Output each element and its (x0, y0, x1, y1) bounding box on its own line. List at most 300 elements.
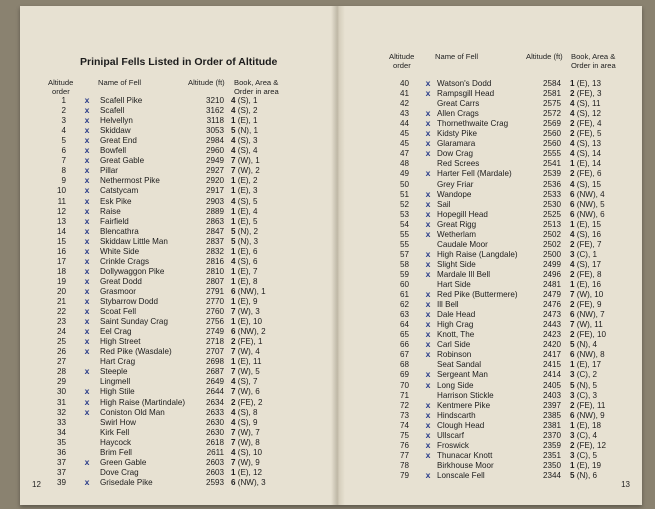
altitude-order: 68 (399, 360, 409, 370)
book-number: 2 (231, 397, 236, 407)
book-number: 6 (570, 350, 575, 360)
fell-row (20, 377, 331, 387)
area-order: (NW), 4 (576, 189, 605, 199)
fell-row (345, 451, 642, 461)
altitude-ft: 2500 (542, 249, 561, 259)
fell-name: Wetherlam (437, 229, 476, 239)
fell-row (20, 458, 331, 468)
tick-mark-icon: x (84, 155, 90, 166)
tick-mark-icon: x (84, 456, 90, 467)
altitude-order: 41 (399, 89, 409, 99)
book-area-order (231, 478, 266, 488)
altitude-order: 72 (399, 400, 409, 410)
header-text: Order in area (571, 61, 616, 70)
fell-row (345, 401, 642, 411)
tick-mark-icon: x (84, 235, 90, 246)
altitude-order: 64 (399, 320, 409, 330)
area-order: (E), 16 (576, 280, 602, 289)
book-number: 4 (570, 139, 575, 149)
fell-name: Crinkle Crags (100, 256, 150, 266)
book-number: 4 (231, 256, 236, 266)
book-number: 6 (231, 286, 236, 296)
book-number: 4 (231, 106, 236, 116)
area-order: (FE), 6 (576, 169, 602, 179)
fell-row (345, 220, 642, 230)
fell-row (345, 109, 642, 119)
altitude-order: 5 (61, 136, 66, 146)
area-order: (S), 3 (237, 136, 258, 146)
book-number: 4 (570, 259, 575, 269)
book-area-order (231, 337, 263, 347)
fell-row (345, 471, 642, 481)
book-area-order (570, 280, 601, 290)
altitude-order: 66 (399, 340, 409, 350)
area-order: (E), 19 (576, 460, 602, 470)
fell-row (345, 330, 642, 340)
altitude-ft: 2397 (542, 400, 561, 410)
fell-row (20, 327, 331, 337)
fell-row (345, 391, 642, 401)
fell-name: Bowfell (100, 146, 127, 156)
altitude-order: 58 (399, 259, 409, 269)
book-area-order (570, 149, 601, 159)
altitude-order: 54 (399, 219, 409, 229)
book-number: 6 (570, 410, 575, 420)
fell-name: Thornethwaite Crag (437, 119, 509, 129)
altitude-ft: 2837 (205, 236, 224, 246)
book-number: 2 (570, 330, 575, 340)
area-order: (S), 13 (576, 139, 602, 149)
fell-name: Kidsty Pike (437, 129, 478, 139)
altitude-ft: 3118 (206, 116, 224, 126)
altitude-ft: 2584 (542, 79, 561, 88)
book-area-order (570, 200, 605, 210)
fell-name: Caudale Moor (437, 239, 488, 249)
altitude-order: 29 (56, 377, 66, 387)
header-altitude-ft: Altitude (ft) (526, 52, 563, 61)
area-order: (E), 3 (237, 186, 258, 196)
area-order: (C), 4 (576, 430, 597, 440)
altitude-ft: 2581 (542, 89, 561, 99)
book-number: 6 (231, 327, 236, 337)
book-number: 6 (231, 477, 236, 487)
book-number: 1 (570, 219, 575, 229)
fell-row (345, 350, 642, 360)
area-order: (E), 13 (576, 79, 602, 88)
book-number: 1 (570, 420, 575, 430)
header-text: Altitude (389, 52, 415, 61)
area-order: (S), 12 (576, 109, 602, 119)
area-order: (NW), 1 (237, 286, 266, 296)
tick-mark-icon: x (425, 319, 431, 330)
altitude-ft: 2649 (205, 377, 224, 387)
altitude-ft: 2889 (205, 206, 224, 216)
fell-name: Wandope (437, 189, 472, 199)
area-order: (W), 6 (237, 387, 260, 397)
altitude-ft: 2513 (542, 219, 561, 229)
fell-row (345, 280, 642, 290)
book-area-order (231, 96, 258, 106)
altitude-order: 59 (399, 269, 409, 279)
book-number: 2 (570, 89, 575, 99)
fell-name: Raise (100, 206, 121, 216)
book-number: 7 (231, 437, 236, 447)
altitude-order: 49 (399, 169, 409, 179)
altitude-order: 1 (61, 96, 66, 105)
book-area-order (570, 270, 602, 280)
fell-name: Allen Crags (437, 109, 479, 119)
altitude-order: 12 (56, 206, 66, 216)
book-area-order (231, 207, 258, 217)
altitude-ft: 2403 (542, 390, 561, 400)
altitude-order: 20 (56, 286, 66, 296)
book-area-order (231, 116, 258, 126)
altitude-order: 44 (399, 119, 409, 129)
tick-mark-icon: x (425, 128, 431, 139)
book-number: 1 (570, 460, 575, 470)
header-text: order (52, 87, 70, 96)
fell-row (20, 247, 331, 257)
book-area-order (231, 176, 258, 186)
fell-row (20, 126, 331, 136)
fell-name: High Street (100, 337, 141, 347)
area-order: (W), 8 (237, 437, 260, 447)
area-order: (FE), 9 (576, 300, 602, 310)
tick-mark-icon: x (84, 205, 90, 216)
book-area-order (231, 438, 260, 448)
altitude-ft: 2420 (542, 340, 561, 350)
book-number: 4 (570, 99, 575, 109)
fell-row (20, 287, 331, 297)
fell-row (20, 197, 331, 207)
tick-mark-icon: x (84, 245, 90, 256)
altitude-ft: 2525 (542, 209, 561, 219)
area-order: (N), 4 (576, 340, 597, 350)
book-area-order (570, 79, 601, 89)
book-number: 7 (231, 457, 236, 467)
fell-row (345, 360, 642, 370)
book-area-order (231, 237, 258, 247)
tick-mark-icon: x (425, 108, 431, 119)
fell-row (20, 186, 331, 196)
book-number: 1 (231, 206, 236, 216)
altitude-ft: 2960 (205, 146, 224, 156)
altitude-ft: 2718 (205, 337, 224, 347)
altitude-order: 17 (56, 256, 66, 266)
page-title: Prinipal Fells Listed in Order of Altitude (80, 56, 278, 68)
altitude-order: 39 (56, 477, 66, 487)
tick-mark-icon: x (425, 469, 431, 480)
book-area-order (570, 159, 601, 169)
tick-mark-icon: x (425, 148, 431, 159)
fell-row (345, 119, 642, 129)
fell-name: Great Dodd (100, 276, 142, 286)
fell-row (345, 290, 642, 300)
book-area-order (231, 277, 258, 287)
book-number: 7 (231, 166, 236, 176)
book-area-order (570, 350, 605, 360)
altitude-order: 37 (56, 457, 66, 467)
book-number: 5 (231, 126, 236, 136)
altitude-order: 3 (61, 116, 66, 126)
book-number: 1 (570, 360, 575, 370)
area-order: (NW), 2 (237, 327, 266, 337)
fell-row (345, 89, 642, 99)
altitude-ft: 2351 (542, 450, 561, 460)
book-area-order (231, 186, 258, 196)
book-area-order (570, 431, 597, 441)
fell-row (20, 96, 331, 106)
area-order: (E), 15 (576, 219, 602, 229)
book-area-order (231, 257, 258, 267)
book-number: 1 (570, 159, 575, 169)
tick-mark-icon: x (425, 218, 431, 229)
fell-name: Harrison Stickle (437, 390, 494, 400)
fell-name: Grisedale Pike (100, 477, 153, 487)
fell-name: Clough Head (437, 420, 485, 430)
tick-mark-icon: x (84, 95, 90, 105)
altitude-order: 22 (56, 307, 66, 317)
area-order: (S), 7 (237, 377, 258, 387)
fell-name: Scafell (100, 106, 125, 116)
fell-row (20, 277, 331, 287)
fell-row (20, 217, 331, 227)
header-altitude-ft: Altitude (ft) (188, 78, 225, 87)
fell-row (20, 106, 331, 116)
altitude-ft: 2481 (542, 280, 561, 289)
book-number: 4 (570, 109, 575, 119)
header-text: order (393, 61, 411, 70)
altitude-ft: 2569 (542, 119, 561, 129)
fell-name: High Stile (100, 387, 135, 397)
fell-row (20, 166, 331, 176)
tick-mark-icon: x (425, 329, 431, 340)
book-number: 6 (570, 209, 575, 219)
book-area-order (231, 317, 262, 327)
book-area-order (570, 169, 602, 179)
fell-row (20, 136, 331, 146)
altitude-order: 2 (61, 106, 66, 116)
area-order: (W), 9 (237, 457, 260, 467)
altitude-ft: 2749 (205, 327, 224, 337)
fell-row (345, 421, 642, 431)
fell-name: Great Carrs (437, 99, 480, 109)
book-number: 7 (570, 290, 575, 300)
book-number: 1 (570, 280, 575, 289)
fell-row (20, 448, 331, 458)
tick-mark-icon: x (425, 429, 431, 440)
tick-mark-icon: x (84, 185, 90, 196)
fell-row (345, 79, 642, 89)
altitude-order: 73 (399, 410, 409, 420)
book-number: 2 (231, 337, 236, 347)
area-order: (C), 2 (576, 370, 597, 380)
altitude-order: 32 (56, 407, 66, 417)
altitude-ft: 2479 (542, 290, 561, 300)
fell-row (345, 190, 642, 200)
altitude-ft: 2417 (542, 350, 561, 360)
tick-mark-icon: x (84, 336, 90, 347)
book-area-order (570, 401, 605, 411)
fell-row (345, 441, 642, 451)
book-area-order (231, 307, 260, 317)
tick-mark-icon: x (425, 449, 431, 460)
book-number: 2 (570, 119, 575, 129)
area-order: (S), 17 (576, 259, 602, 269)
book-area-order (570, 381, 597, 391)
fell-name: Dale Head (437, 310, 476, 320)
fell-name: Long Side (437, 380, 474, 390)
altitude-ft: 2863 (205, 216, 224, 226)
altitude-order: 36 (56, 447, 66, 457)
book-number: 1 (231, 116, 236, 126)
book-number: 4 (231, 447, 236, 457)
altitude-ft: 2603 (205, 467, 224, 477)
header-text: Order in area (234, 87, 279, 96)
header-book-area (571, 52, 616, 70)
area-order: (S), 5 (237, 196, 258, 206)
fell-name: Pillar (100, 166, 118, 176)
fell-name: Birkhouse Moor (437, 460, 494, 470)
altitude-order: 30 (56, 387, 66, 397)
fell-row (345, 210, 642, 220)
altitude-order: 35 (56, 437, 66, 447)
book-area-order (570, 360, 601, 370)
book-number: 7 (570, 320, 575, 330)
book-area-order (231, 458, 260, 468)
fell-row (345, 99, 642, 109)
book-area-order (570, 220, 601, 230)
fell-row (345, 200, 642, 210)
fell-name: White Side (100, 246, 140, 256)
book-number: 7 (231, 387, 236, 397)
tick-mark-icon: x (84, 265, 90, 276)
area-order: (NW), 6 (576, 209, 605, 219)
altitude-ft: 2984 (205, 136, 224, 146)
altitude-order: 71 (399, 390, 409, 400)
area-order: (N), 6 (576, 470, 597, 480)
altitude-order: 70 (399, 380, 409, 390)
fell-name: Hindscarth (437, 410, 476, 420)
fell-name: Dow Crag (437, 149, 473, 159)
book-area-order (570, 109, 601, 119)
altitude-order: 13 (56, 216, 66, 226)
fell-name: Nethermost Pike (100, 176, 160, 186)
fell-row (20, 408, 331, 418)
altitude-order: 48 (399, 159, 409, 169)
altitude-ft: 2555 (542, 149, 561, 159)
fell-row (345, 180, 642, 190)
altitude-ft: 2539 (542, 169, 561, 179)
fell-name: Brim Fell (100, 447, 132, 457)
area-order: (FE), 12 (576, 440, 606, 450)
fell-name: Steeple (100, 367, 128, 377)
altitude-ft: 3210 (205, 96, 224, 105)
altitude-order: 21 (56, 297, 66, 306)
fell-row (20, 156, 331, 166)
altitude-ft: 2630 (205, 417, 224, 427)
book-number: 4 (231, 407, 236, 417)
fell-name: Dollywaggon Pike (100, 266, 165, 276)
fell-name: Harter Fell (Mardale) (437, 169, 512, 179)
area-order: (NW), 7 (576, 310, 605, 320)
altitude-ft: 2630 (205, 427, 224, 437)
fell-name: Grasmoor (100, 286, 136, 296)
book-number: 1 (231, 246, 236, 256)
fell-row (20, 146, 331, 156)
area-order: (W), 1 (237, 156, 260, 166)
book-area-order (231, 387, 260, 397)
altitude-ft: 2476 (542, 300, 561, 310)
altitude-ft: 2423 (542, 330, 561, 340)
book-area-order (231, 408, 258, 418)
area-order: (S), 16 (576, 229, 602, 239)
book-number: 5 (231, 226, 236, 236)
tick-mark-icon: x (84, 306, 90, 317)
altitude-order: 23 (56, 317, 66, 327)
altitude-ft: 2770 (205, 297, 224, 306)
altitude-ft: 2496 (542, 269, 561, 279)
tick-mark-icon: x (425, 299, 431, 310)
altitude-order: 7 (61, 156, 66, 166)
tick-mark-icon: x (425, 439, 431, 450)
tick-mark-icon: x (84, 366, 90, 377)
fell-name: Mardale Ill Bell (437, 269, 491, 279)
book-number: 1 (231, 276, 236, 286)
fell-name: Carl Side (437, 340, 471, 350)
altitude-ft: 2603 (205, 457, 224, 467)
area-order: (E), 14 (576, 159, 602, 169)
altitude-ft: 2816 (205, 256, 224, 266)
book-area-order (231, 166, 260, 176)
fell-row (345, 381, 642, 391)
fell-row (345, 240, 642, 250)
tick-mark-icon: x (84, 326, 90, 337)
altitude-ft: 2927 (205, 166, 224, 176)
tick-mark-icon: x (425, 409, 431, 420)
area-order: (S), 1 (237, 96, 258, 105)
tick-mark-icon: x (84, 386, 90, 397)
fell-name: Red Screes (437, 159, 480, 169)
altitude-order: 50 (399, 179, 409, 189)
altitude-ft: 2541 (542, 159, 561, 169)
fell-row (345, 340, 642, 350)
fell-row (20, 237, 331, 247)
book-area-order (231, 297, 258, 307)
altitude-order: 24 (56, 327, 66, 337)
area-order: (W), 10 (576, 290, 604, 300)
altitude-order: 51 (399, 189, 409, 199)
fell-name: Lingmell (100, 377, 131, 387)
altitude-order: 8 (61, 166, 66, 176)
altitude-ft: 2920 (205, 176, 224, 186)
fell-name: Catstycam (100, 186, 139, 196)
altitude-order: 60 (399, 280, 409, 289)
altitude-order: 15 (56, 236, 66, 246)
fell-name: Skiddaw Little Man (100, 236, 168, 246)
book-number: 6 (570, 310, 575, 320)
altitude-ft: 3053 (205, 126, 224, 136)
header-name: Name of Fell (435, 52, 479, 61)
book-number: 1 (231, 186, 236, 196)
tick-mark-icon: x (84, 225, 90, 236)
book-number: 4 (231, 96, 236, 105)
area-order: (FE), 5 (576, 129, 602, 139)
altitude-order: 52 (399, 199, 409, 209)
altitude-ft: 2687 (205, 367, 224, 377)
altitude-order: 26 (56, 347, 66, 357)
fell-name: Great Gable (100, 156, 145, 166)
